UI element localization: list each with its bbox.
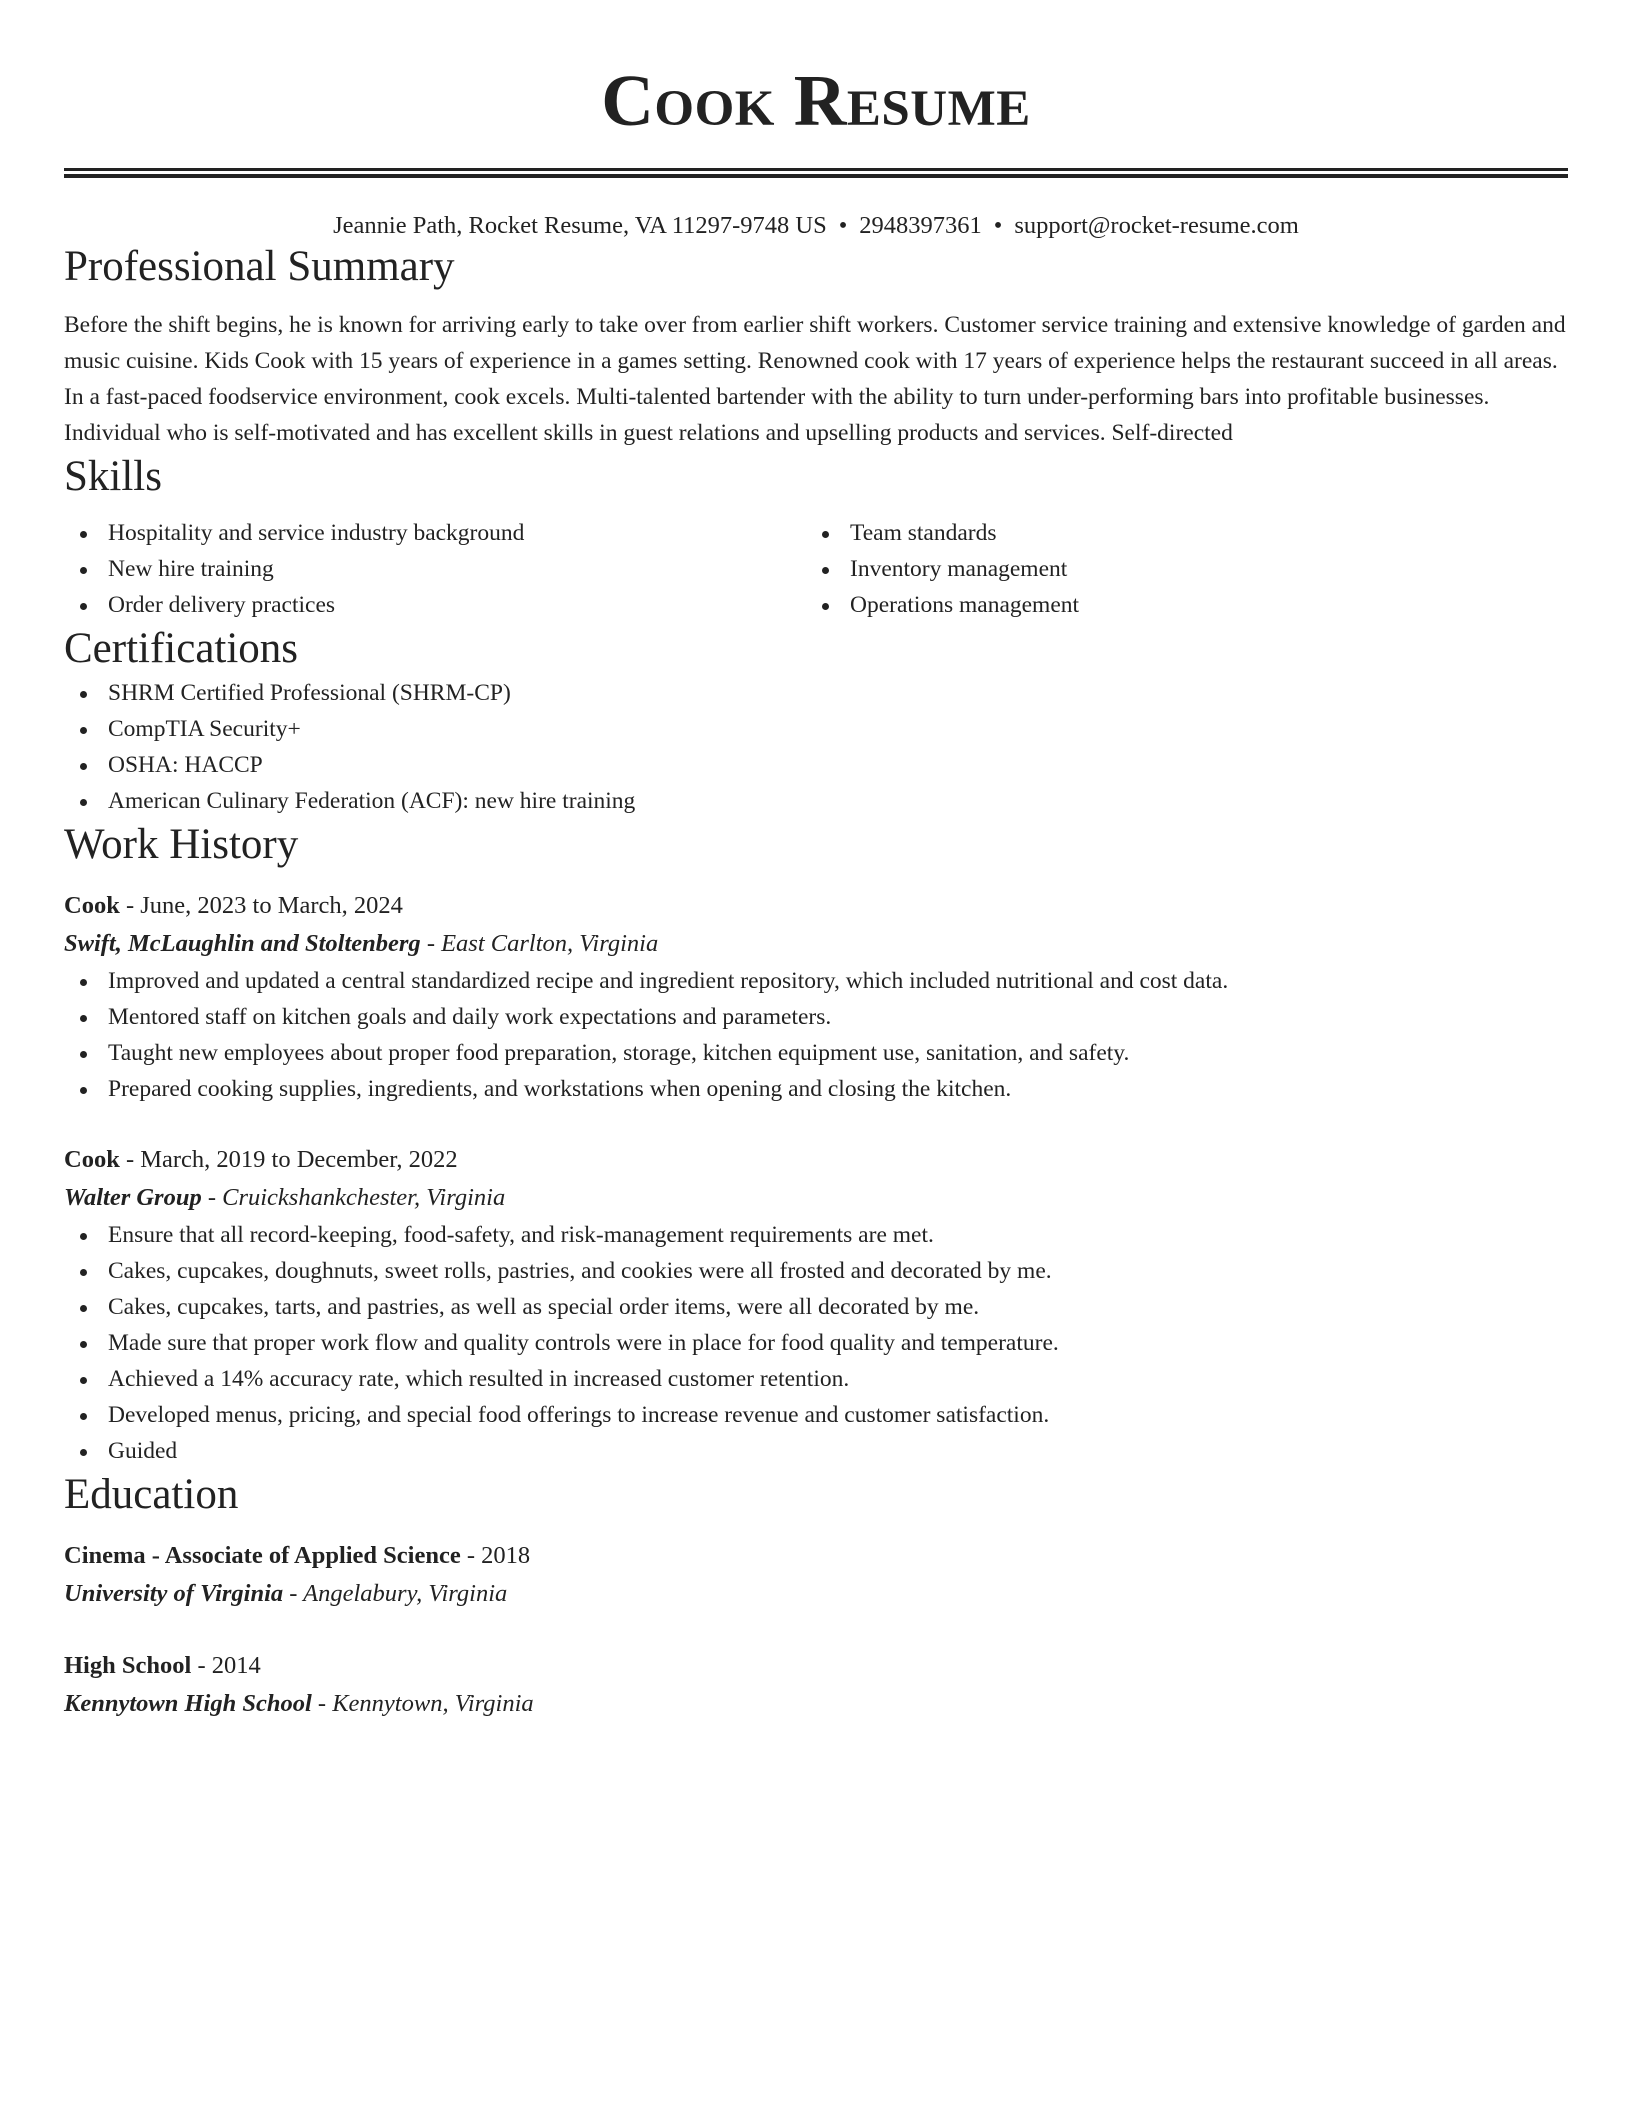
work-history-heading: Work History <box>64 821 299 868</box>
certification-item: OSHA: HACCP <box>64 747 1568 783</box>
job-duty-item: Prepared cooking supplies, ingredients, and workstations when opening and closing the kitchen. <box>64 1071 1568 1107</box>
job-duties-list <box>64 1217 1568 1469</box>
education-degree: Cinema - Associate of Applied Science <box>64 1542 461 1569</box>
job-duty-item: Achieved a 14% accuracy rate, which resulted in increased customer retention. <box>64 1361 1568 1397</box>
skills-list-right <box>806 515 1548 623</box>
skill-item: Hospitality and service industry background <box>64 515 806 551</box>
education-location: - Kennytown, Virginia <box>311 1690 534 1717</box>
education-school: University of Virginia <box>64 1580 284 1607</box>
job-duties-list <box>64 963 1568 1107</box>
job-duty-item: Mentored staff on kitchen goals and daily work expectations and parameters. <box>64 999 1568 1035</box>
skills-heading: Skills <box>64 453 162 500</box>
job-duty-item: Made sure that proper work flow and quality controls were in place for food quality and temperature. <box>64 1325 1568 1361</box>
skill-item: Order delivery practices <box>64 587 806 623</box>
skill-item: Operations management <box>806 587 1548 623</box>
certification-item: CompTIA Security+ <box>64 711 1568 747</box>
contact-separator: • <box>993 212 1003 239</box>
skill-item: Team standards <box>806 515 1548 551</box>
certification-item: SHRM Certified Professional (SHRM-CP) <box>64 675 1568 711</box>
education-school-line <box>64 1685 1568 1723</box>
job-title-line <box>64 1141 1568 1179</box>
contact-separator: • <box>838 212 848 239</box>
skills-columns <box>64 515 1568 623</box>
contact-address: Jeannie Path, Rocket Resume, VA 11297-9748 US <box>333 212 827 239</box>
job-entry <box>64 1141 1568 1469</box>
education-school-line <box>64 1575 1568 1613</box>
skill-item: Inventory management <box>806 551 1548 587</box>
job-entry <box>64 887 1568 1107</box>
education-location: - Angelabury, Virginia <box>283 1580 508 1607</box>
certifications-heading: Certifications <box>64 625 299 672</box>
header-double-rule <box>64 168 1568 178</box>
education-year: - 2018 <box>460 1542 531 1569</box>
job-location: - Cruickshankchester, Virginia <box>201 1184 506 1211</box>
job-dates: - June, 2023 to March, 2024 <box>119 892 403 919</box>
education-degree-line <box>64 1647 1568 1685</box>
resume-name-heading: Cook Resume <box>601 60 1031 141</box>
job-dates: - March, 2019 to December, 2022 <box>119 1146 458 1173</box>
education-school: Kennytown High School <box>64 1690 312 1717</box>
education-heading: Education <box>64 1471 239 1518</box>
certification-item: American Culinary Federation (ACF): new hire training <box>64 783 1568 819</box>
education-degree: High School <box>64 1652 192 1679</box>
job-title-line <box>64 887 1568 925</box>
education-entry <box>64 1537 1568 1613</box>
job-role: Cook <box>64 892 120 919</box>
job-duty-item: Cakes, cupcakes, tarts, and pastries, as well as special order items, were all decorated by me. <box>64 1289 1568 1325</box>
contact-phone: 2948397361 <box>859 212 982 239</box>
job-duty-item: Taught new employees about proper food preparation, storage, kitchen equipment use, sanitation, and safety. <box>64 1035 1568 1071</box>
job-location: - East Carlton, Virginia <box>420 930 659 957</box>
job-duty-item: Developed menus, pricing, and special food offerings to increase revenue and customer satisfaction. <box>64 1397 1568 1433</box>
summary-heading: Professional Summary <box>64 243 455 290</box>
education-degree-line <box>64 1537 1568 1575</box>
job-company-line <box>64 925 1568 963</box>
job-company: Swift, McLaughlin and Stoltenberg <box>64 930 421 957</box>
job-role: Cook <box>64 1146 120 1173</box>
skill-item: New hire training <box>64 551 806 587</box>
job-company: Walter Group <box>64 1184 202 1211</box>
certifications-list <box>64 675 1568 819</box>
contact-email: support@rocket-resume.com <box>1014 212 1299 239</box>
education-entry <box>64 1647 1568 1723</box>
education-year: - 2014 <box>191 1652 261 1679</box>
job-company-line <box>64 1179 1568 1217</box>
job-duty-item: Ensure that all record-keeping, food-safety, and risk-management requirements are met. <box>64 1217 1568 1253</box>
job-duty-item: Cakes, cupcakes, doughnuts, sweet rolls, pastries, and cookies were all frosted and decorated by me. <box>64 1253 1568 1289</box>
job-duty-item: Guided <box>64 1433 1568 1469</box>
summary-text: Before the shift begins, he is known for arriving early to take over from earlier shift workers. Customer service training and extensive knowledge of garden and music cuisine. Kids Cook with 15 years of experience in a games setting. Renowned cook with 17 years of experience helps the restaurant succeed in all areas. In a fast-paced foodservice environment, cook excels. Multi-talented bartender with the ability to turn under-performing bars into profitable businesses. Individual who is self-motivated and has excellent skills in guest relations and upselling products and services. Self-directed <box>64 312 1566 446</box>
contact-line <box>64 211 1568 241</box>
skills-list-left <box>64 515 806 623</box>
job-duty-item: Improved and updated a central standardized recipe and ingredient repository, which included nutritional and cost data. <box>64 963 1568 999</box>
